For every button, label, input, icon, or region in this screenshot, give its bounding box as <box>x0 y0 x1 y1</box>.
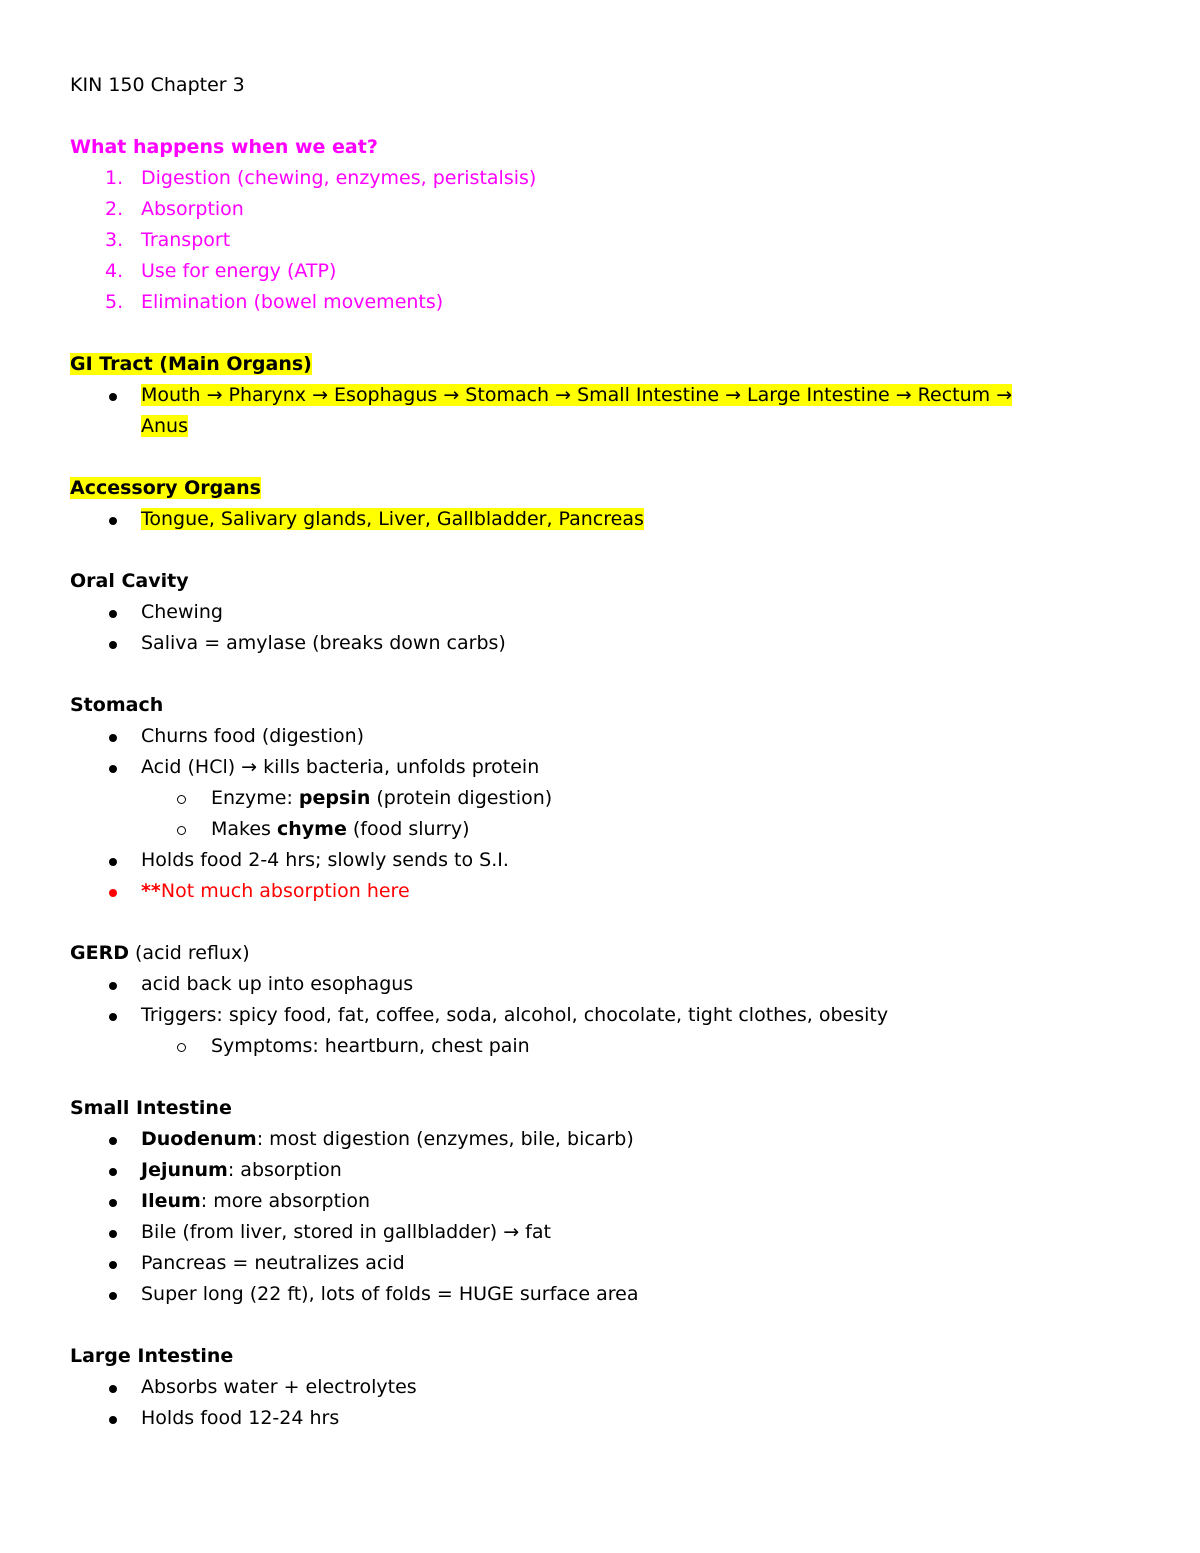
list-item-text: Mouth → Pharynx → Esophagus → Stomach → Small Intestine → Large Intestine → Rectum → <box>141 384 1013 406</box>
list-item-text: Holds food 2-4 hrs; slowly sends to S.I. <box>141 849 509 871</box>
oral-cavity-list <box>70 597 1130 659</box>
sub-item-text: Makes <box>211 818 277 840</box>
bullet-icon <box>109 889 117 897</box>
list-number: 2. <box>105 198 124 220</box>
stomach-sublist <box>70 783 1130 845</box>
gerd-list <box>70 969 1130 1031</box>
list-item <box>70 1279 1130 1310</box>
stomach-list <box>70 721 1130 783</box>
list-item <box>70 845 1130 876</box>
sub-list-item <box>70 814 1130 845</box>
section-heading-accessory-organs <box>70 473 1130 504</box>
section-heading-gerd <box>70 938 1130 969</box>
list-item <box>70 1372 1130 1403</box>
bullet-icon <box>109 1385 117 1393</box>
section-heading-oral-cavity: Oral Cavity <box>70 570 189 592</box>
section-heading-small-intestine: Small Intestine <box>70 1097 232 1119</box>
hollow-bullet-icon <box>177 826 186 835</box>
sub-item-text-rest: (food slurry) <box>346 818 470 840</box>
list-item-text: Use for energy (ATP) <box>141 260 337 282</box>
list-item-text: : more absorption <box>200 1190 370 1212</box>
bullet-icon <box>109 765 117 773</box>
document-title: KIN 150 Chapter 3 <box>70 74 245 96</box>
list-item <box>70 256 1130 287</box>
list-item-text: Tongue, Salivary glands, Liver, Gallbladder, Pancreas <box>141 508 644 530</box>
list-item-text-continued: Anus <box>141 415 188 437</box>
section-heading-gi-tract <box>70 349 1130 380</box>
heading-rest: (acid reflux) <box>128 942 250 964</box>
sub-item-bold-term: chyme <box>277 818 347 840</box>
hollow-bullet-icon <box>177 1043 186 1052</box>
list-item <box>70 225 1130 256</box>
small-intestine-list <box>70 1124 1130 1310</box>
bullet-icon <box>109 1013 117 1021</box>
sub-item-text: Enzyme: <box>211 787 299 809</box>
list-item <box>70 1124 1130 1155</box>
sub-list-item <box>70 1031 1130 1062</box>
bullet-icon <box>109 393 117 401</box>
bullet-icon <box>109 1168 117 1176</box>
list-item-text: Triggers: spicy food, fat, coffee, soda, alcohol, chocolate, tight clothes, obesity <box>141 1004 889 1026</box>
list-item-text: Pancreas = neutralizes acid <box>141 1252 405 1274</box>
bullet-icon <box>109 517 117 525</box>
list-item-text: Acid (HCl) → kills bacteria, unfolds protein <box>141 756 540 778</box>
bullet-icon <box>109 1137 117 1145</box>
list-item-text: : absorption <box>227 1159 342 1181</box>
list-item <box>70 1403 1130 1434</box>
list-item <box>70 1217 1130 1248</box>
list-item-text: Absorption <box>141 198 244 220</box>
list-item <box>70 1155 1130 1186</box>
gi-tract-list <box>70 380 1130 442</box>
list-item-text: Chewing <box>141 601 223 623</box>
list-item <box>70 287 1130 318</box>
list-item <box>70 752 1130 783</box>
heading-bold-term: GERD <box>70 942 129 964</box>
bold-term: Ileum <box>141 1190 201 1212</box>
list-item-text: Churns food (digestion) <box>141 725 365 747</box>
list-item-text: Absorbs water + electrolytes <box>141 1376 417 1398</box>
section-heading-stomach: Stomach <box>70 694 164 716</box>
list-item <box>70 163 1130 194</box>
list-item-text: Elimination (bowel movements) <box>141 291 444 313</box>
bullet-icon <box>109 982 117 990</box>
highlighted-heading: Accessory Organs <box>70 477 261 499</box>
document-page <box>70 70 1130 1434</box>
list-number: 1. <box>105 167 124 189</box>
large-intestine-list <box>70 1372 1130 1434</box>
gerd-sublist <box>70 1031 1130 1062</box>
bullet-icon <box>109 1416 117 1424</box>
sub-item-text: Symptoms: heartburn, chest pain <box>211 1035 530 1057</box>
bullet-icon <box>109 641 117 649</box>
list-number: 5. <box>105 291 124 313</box>
list-item <box>70 1000 1130 1031</box>
bullet-icon <box>109 1261 117 1269</box>
list-item <box>70 1248 1130 1279</box>
list-item-text: acid back up into esophagus <box>141 973 414 995</box>
bold-term: Jejunum <box>141 1159 228 1181</box>
list-number: 3. <box>105 229 124 251</box>
what-happens-list <box>70 163 1130 318</box>
list-item-text: : most digestion (enzymes, bile, bicarb) <box>256 1128 634 1150</box>
asterisks: ** <box>141 880 161 902</box>
hollow-bullet-icon <box>177 795 186 804</box>
bullet-icon <box>109 1292 117 1300</box>
bullet-icon <box>109 734 117 742</box>
list-item <box>70 628 1130 659</box>
list-item <box>70 504 1130 535</box>
list-item <box>70 969 1130 1000</box>
sub-item-text-rest: (protein digestion) <box>370 787 553 809</box>
list-item <box>70 380 1130 442</box>
list-item-text: Saliva = amylase (breaks down carbs) <box>141 632 506 654</box>
list-item-text: Super long (22 ft), lots of folds = HUGE surface area <box>141 1283 639 1305</box>
list-number: 4. <box>105 260 124 282</box>
list-item-text: Holds food 12-24 hrs <box>141 1407 340 1429</box>
section-heading-large-intestine: Large Intestine <box>70 1345 234 1367</box>
highlighted-heading: GI Tract (Main Organs) <box>70 353 312 375</box>
accessory-list <box>70 504 1130 535</box>
bullet-icon <box>109 858 117 866</box>
list-item <box>70 721 1130 752</box>
bullet-icon <box>109 1230 117 1238</box>
list-item-text: Not much absorption here <box>160 880 410 902</box>
list-item <box>70 597 1130 628</box>
sub-item-bold-term: pepsin <box>298 787 371 809</box>
bold-term: Duodenum <box>141 1128 257 1150</box>
list-item-warning <box>70 876 1130 907</box>
sub-list-item <box>70 783 1130 814</box>
section-heading-what-happens: What happens when we eat? <box>70 136 378 158</box>
list-item-text: Digestion (chewing, enzymes, peristalsis) <box>141 167 537 189</box>
list-item <box>70 194 1130 225</box>
bullet-icon <box>109 1199 117 1207</box>
list-item-text: Transport <box>141 229 231 251</box>
bullet-icon <box>109 610 117 618</box>
list-item-text: Bile (from liver, stored in gallbladder) → fat <box>141 1221 551 1243</box>
stomach-list-continued <box>70 845 1130 907</box>
list-item <box>70 1186 1130 1217</box>
